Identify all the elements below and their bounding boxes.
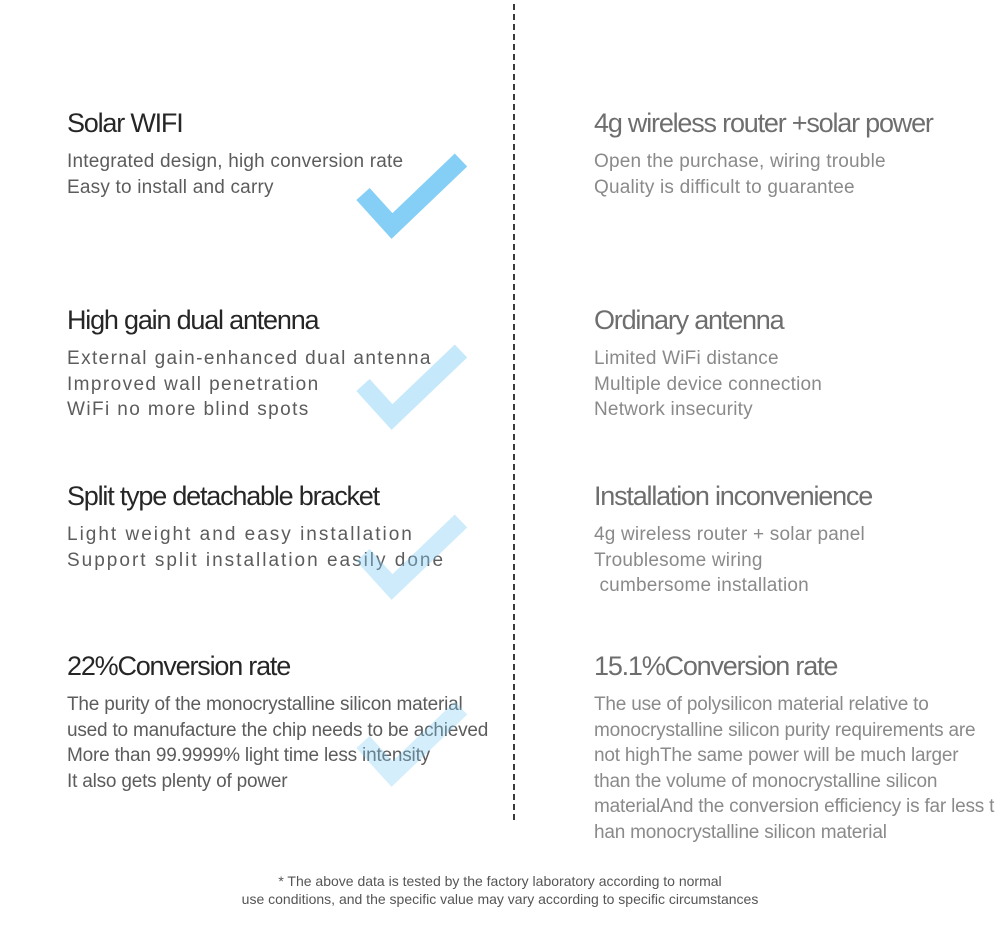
comparison-line: cumbersome installation <box>594 575 809 596</box>
comparison-title: 15.1%Conversion rate <box>594 651 838 681</box>
comparison-title: 4g wireless router +solar power <box>594 108 933 138</box>
comparison-line: not highThe same power will be much larger <box>594 745 959 766</box>
comparison-line: Multiple device connection <box>594 373 823 395</box>
comparison-line: Network insecurity <box>594 399 753 420</box>
feature-line: More than 99.9999% light time less intensity <box>67 745 430 766</box>
comparison-line: The use of polysilicon material relative to <box>594 694 929 715</box>
comparison-line: Limited WiFi distance <box>594 348 779 369</box>
feature-line: Improved wall penetration <box>67 373 320 395</box>
feature-line: WiFi no more blind spots <box>67 399 310 420</box>
comparison-line: monocrystalline silicon purity requirements are <box>594 719 976 741</box>
center-divider <box>513 4 515 820</box>
comparison-ordinary-antenna <box>594 303 822 423</box>
feature-line: used to manufacture the chip needs to be achieved <box>67 719 489 741</box>
comparison-line: han monocrystalline silicon material <box>594 821 887 843</box>
comparison-title: Ordinary antenna <box>594 305 784 335</box>
feature-line: Easy to install and carry <box>67 176 274 198</box>
comparison-title: Installation inconvenience <box>594 481 873 511</box>
feature-line: It also gets plenty of power <box>67 770 288 792</box>
footnote <box>0 872 1000 908</box>
feature-title: Split type detachable bracket <box>67 481 379 511</box>
feature-title: 22%Conversion rate <box>67 651 291 681</box>
feature-solar-wifi <box>67 106 403 200</box>
check-mark-icon <box>355 152 469 242</box>
footnote-line: use conditions, and the specific value may vary according to specific circumstances <box>241 891 759 907</box>
comparison-line: Quality is difficult to guarantee <box>594 176 855 198</box>
feature-line: Light weight and easy installation <box>67 524 414 545</box>
comparison-conversion-rate <box>594 649 998 845</box>
comparison-line: Troublesome wiring <box>594 549 763 571</box>
comparison-4g-router <box>594 106 933 200</box>
feature-line: Integrated design, high conversion rate <box>67 151 404 172</box>
feature-line: External gain-enhanced dual antenna <box>67 348 432 369</box>
check-mark-icon <box>355 700 469 790</box>
comparison-line: 4g wireless router + solar panel <box>594 524 865 545</box>
footnote-line: * The above data is tested by the factory laboratory according to normal <box>278 873 722 889</box>
comparison-installation <box>594 479 872 599</box>
feature-title: Solar WIFI <box>67 108 183 138</box>
feature-title: High gain dual antenna <box>67 305 319 335</box>
check-mark-icon <box>355 343 469 433</box>
feature-line: Support split installation easily done <box>67 549 446 571</box>
comparison-line: materialAnd the conversion efficiency is far less t <box>594 796 995 817</box>
check-mark-icon <box>355 513 469 603</box>
comparison-line: Open the purchase, wiring trouble <box>594 151 886 172</box>
comparison-line: than the volume of monocrystalline silicon <box>594 770 938 792</box>
feature-line: The purity of the monocrystalline silicon material <box>67 694 463 715</box>
